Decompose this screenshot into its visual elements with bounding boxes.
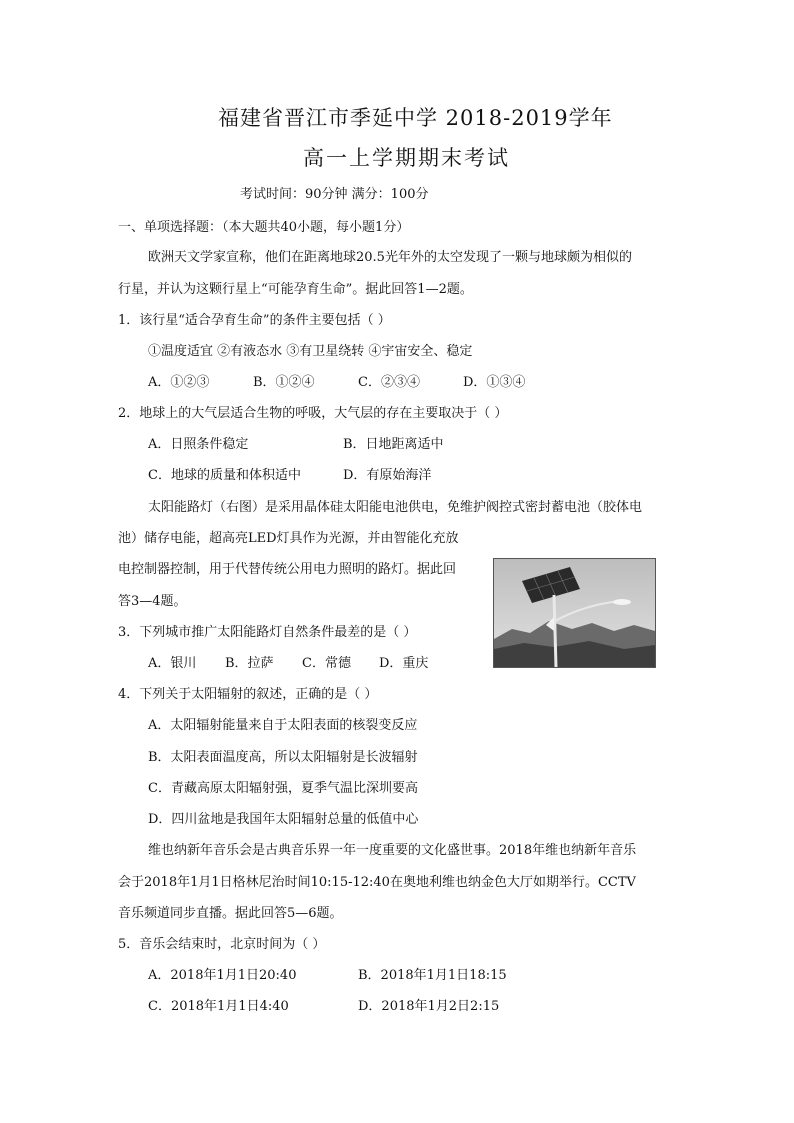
question-5-option-a: A．2018年1月1日20:40 — [148, 968, 297, 983]
passage-1-line-2: 行星，并认为这颗行星上“可能孕育生命”。据此回答1—2题。 — [118, 282, 473, 297]
passage-3-line-1: 维也纳新年音乐会是古典音乐界一年一度重要的文化盛世事。2018年维也纳新年音乐 — [148, 843, 637, 858]
question-3-option-b: B．拉萨 — [225, 656, 274, 671]
question-1-items: ①温度适宜 ②有液态水 ③有卫星绕转 ④宇宙安全、稳定 — [148, 344, 473, 359]
question-4-option-b: B．太阳表面温度高，所以太阳辐射是长波辐射 — [148, 750, 418, 765]
exam-title: 福建省晋江市季延中学 2018-2019学年 — [218, 106, 613, 130]
passage-2-line-4: 答3—4题。 — [118, 594, 187, 609]
question-1-option-b: B．①②④ — [253, 375, 315, 390]
question-4-option-a: A．太阳辐射能量来自于太阳表面的核裂变反应 — [148, 718, 418, 733]
question-1-option-a: A．①②③ — [148, 375, 210, 390]
passage-3-line-3: 音乐频道同步直播。据此回答5—6题。 — [118, 906, 343, 921]
question-3-option-a: A．银川 — [148, 656, 197, 671]
question-5-option-c: C．2018年1月1日4:40 — [148, 999, 289, 1014]
question-1-stem: 1．该行星“适合孕育生命”的条件主要包括（ ） — [118, 313, 391, 328]
question-4-option-c: C．青藏高原太阳辐射强，夏季气温比深圳要高 — [148, 781, 418, 796]
question-2-stem: 2．地球上的大气层适合生物的呼吸，大气层的存在主要取决于（ ） — [118, 406, 508, 421]
question-5-option-b: B．2018年1月1日18:15 — [358, 968, 507, 983]
passage-2-line-2: 池）储存电能，超高亮LED灯具作为光源，并由智能化充放 — [118, 531, 459, 546]
section-heading: 一、单项选择题：（本大题共40小题，每小题1分） — [118, 220, 410, 235]
passage-2-line-1: 太阳能路灯（右图）是采用晶体硅太阳能电池供电，免维护阀控式密封蓄电池（胶体电 — [148, 500, 643, 515]
solar-street-light-illustration — [494, 559, 655, 667]
question-3-stem: 3．下列城市推广太阳能路灯自然条件最差的是（ ） — [118, 625, 417, 640]
exam-info: 考试时间：90分钟 满分：100分 — [240, 187, 429, 202]
question-2-option-d: D．有原始海洋 — [343, 468, 432, 483]
solar-street-light-photo — [493, 558, 656, 668]
question-5-stem: 5．音乐会结束时，北京时间为（ ） — [118, 937, 326, 952]
passage-3-line-2: 会于2018年1月1日格林尼治时间10:15-12:40在奥地利维也纳金色大厅如期举行。CCTV — [118, 875, 636, 890]
passage-1-line-1: 欧洲天文学家宣称，他们在距离地球20.5光年外的太空发现了一颗与地球颇为相似的 — [148, 250, 632, 265]
question-3-option-d: D．重庆 — [379, 656, 429, 671]
question-4-stem: 4．下列关于太阳辐射的叙述，正确的是（ ） — [118, 687, 378, 702]
question-2-option-c: C．地球的质量和体积适中 — [148, 468, 301, 483]
question-4-option-d: D．四川盆地是我国年太阳辐射总量的低值中心 — [148, 812, 419, 827]
question-2-option-b: B．日地距离适中 — [343, 437, 444, 452]
question-1-option-c: C．②③④ — [358, 375, 420, 390]
question-1-option-d: D．①③④ — [463, 375, 526, 390]
passage-2-line-3: 电控制器控制，用于代替传统公用电力照明的路灯。据此回 — [118, 562, 457, 577]
question-3-option-c: C．常德 — [302, 656, 351, 671]
exam-subtitle: 高一上学期期末考试 — [303, 146, 510, 170]
question-2-option-a: A．日照条件稳定 — [148, 437, 249, 452]
question-5-option-d: D．2018年1月2日2:15 — [358, 999, 500, 1014]
